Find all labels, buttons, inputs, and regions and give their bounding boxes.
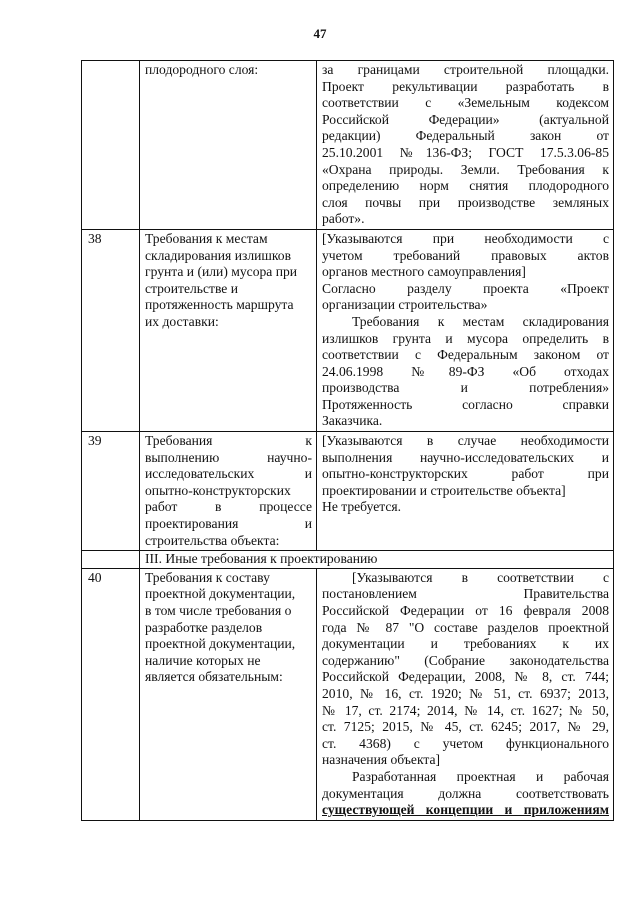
- value-line: работ».: [322, 211, 365, 227]
- value-line: документации и требованиях к их: [322, 636, 609, 652]
- requirement-line: строительства объекта:: [145, 532, 280, 548]
- value-cell: [317, 568, 614, 820]
- value-line: Протяженность согласно справки: [322, 396, 609, 412]
- value-line: соответствии с «Земельным кодексом: [322, 95, 609, 111]
- value-cell: [317, 229, 614, 431]
- requirement-line: наличие которых не: [145, 652, 261, 668]
- value-line: органов местного самоуправления]: [322, 264, 526, 280]
- value-line: излишков грунта и мусора определить в: [322, 330, 609, 346]
- requirement-line: Требования к: [145, 433, 312, 449]
- section-empty-cell: [82, 551, 140, 569]
- section-row: [82, 551, 614, 569]
- table-row: [82, 432, 614, 551]
- value-line: опытно-конструкторских работ при: [322, 466, 609, 482]
- value-line: [Указываются при необходимости с: [322, 230, 609, 246]
- value-line: ст. 7125; 2015, № 45, ст. 6245; 2017, № 29,: [322, 719, 609, 735]
- requirements-table: [81, 60, 614, 821]
- requirement-line: Требования к местам: [145, 230, 268, 246]
- requirement-line: складирования излишков: [145, 247, 292, 263]
- value-line: производства и потребления»: [322, 380, 609, 396]
- value-line: «Охрана природы. Земли. Требования к: [322, 161, 609, 177]
- value-line: Заказчика.: [322, 413, 383, 429]
- value-line: 24.06.1998 №89-ФЗ «Об отходах: [322, 363, 609, 379]
- requirement-cell: [140, 568, 317, 820]
- requirement-line: грунта и (или) мусора при: [145, 264, 298, 280]
- value-line: Согласно разделу проекта «Проект: [322, 280, 609, 296]
- value-line: слоя почвы при производстве земляных: [322, 194, 609, 210]
- requirement-cell: [140, 229, 317, 431]
- value-line: постановлением Правительства: [322, 586, 609, 602]
- requirement-cell: [140, 61, 317, 230]
- requirement-line: исследовательских и: [145, 466, 312, 482]
- value-line: 25.10.2001 №136-ФЗ; ГОСТ 17.5.3.06-85: [322, 144, 609, 160]
- row-number: [82, 61, 140, 230]
- requirement-line: работ в процессе: [145, 499, 312, 515]
- value-line: редакции) Федеральный закон от: [322, 128, 609, 144]
- requirement-line: является обязательным:: [145, 669, 283, 685]
- requirement-line: проектной документации,: [145, 586, 296, 602]
- value-line: существующей концепции и приложениям: [322, 802, 609, 818]
- value-cell: [317, 61, 614, 230]
- value-line: Разработанная проектная и рабочая: [352, 768, 609, 784]
- requirement-line: Требования к составу: [145, 569, 270, 585]
- table-row: [82, 61, 614, 230]
- row-number: 38: [82, 229, 140, 431]
- value-line: организации строительства»: [322, 297, 488, 313]
- value-line: Не требуется.: [322, 499, 402, 515]
- value-line: содержанию" (Собрание законодательства: [322, 652, 609, 668]
- value-line: Российской Федерации от 16 февраля 2008: [322, 603, 609, 618]
- requirement-line: выполнению научно-: [145, 449, 312, 465]
- value-line: Российской Федерации, 2008, № 8, ст. 744;: [322, 669, 609, 685]
- value-line: за границами строительной площадки.: [322, 62, 609, 77]
- requirement-line: их доставки:: [145, 313, 219, 329]
- requirement-cell: [140, 432, 317, 551]
- value-line: документация должна соответствовать: [322, 785, 609, 801]
- requirement-line: опытно-конструкторских: [145, 482, 291, 498]
- value-line: 2010, № 16, ст. 1920; № 51, ст. 6937; 2013,: [322, 685, 609, 701]
- requirement-line: протяженность маршрута: [145, 297, 294, 313]
- value-line: Проект рекультивации разработать в: [322, 78, 609, 94]
- value-line: № 17, ст. 2174; 2014, № 14, ст. 1627; № 50,: [322, 702, 609, 718]
- value-line: определению норм снятия плодородного: [322, 178, 609, 194]
- value-line: года № 87 "О составе разделов проектной: [322, 619, 609, 635]
- value-line: Требования к местам складирования: [352, 313, 609, 329]
- requirement-line: проектирования и: [145, 516, 312, 532]
- table-row: [82, 568, 614, 820]
- value-line: [Указываются в случае необходимости: [322, 433, 609, 449]
- requirement-line: разработке разделов: [145, 619, 263, 635]
- requirement-line: плодородного слоя:: [145, 62, 259, 77]
- value-line: [Указываются в соответствии с: [352, 569, 609, 585]
- value-line: назначения объекта]: [322, 752, 441, 768]
- value-line: соответствии с Федеральным законом от: [322, 347, 609, 363]
- table-row: [82, 229, 614, 431]
- value-line: Российской Федерации» (актуальной: [322, 111, 609, 127]
- value-cell: [317, 432, 614, 551]
- value-line: учетом требований правовых актов: [322, 247, 609, 263]
- row-number: 39: [82, 432, 140, 551]
- row-number: 40: [82, 568, 140, 820]
- value-line: проектировании и строительстве объекта]: [322, 482, 566, 498]
- section-title: III. Иные требования к проектированию: [140, 551, 614, 569]
- requirement-line: в том числе требования о: [145, 603, 292, 618]
- requirement-line: строительстве и: [145, 280, 238, 296]
- page-number: 47: [313, 26, 327, 41]
- requirement-line: проектной документации,: [145, 636, 296, 652]
- value-line: ст. 4368) с учетом функционального: [322, 735, 609, 751]
- value-line: выполнения научно-исследовательских и: [322, 449, 609, 465]
